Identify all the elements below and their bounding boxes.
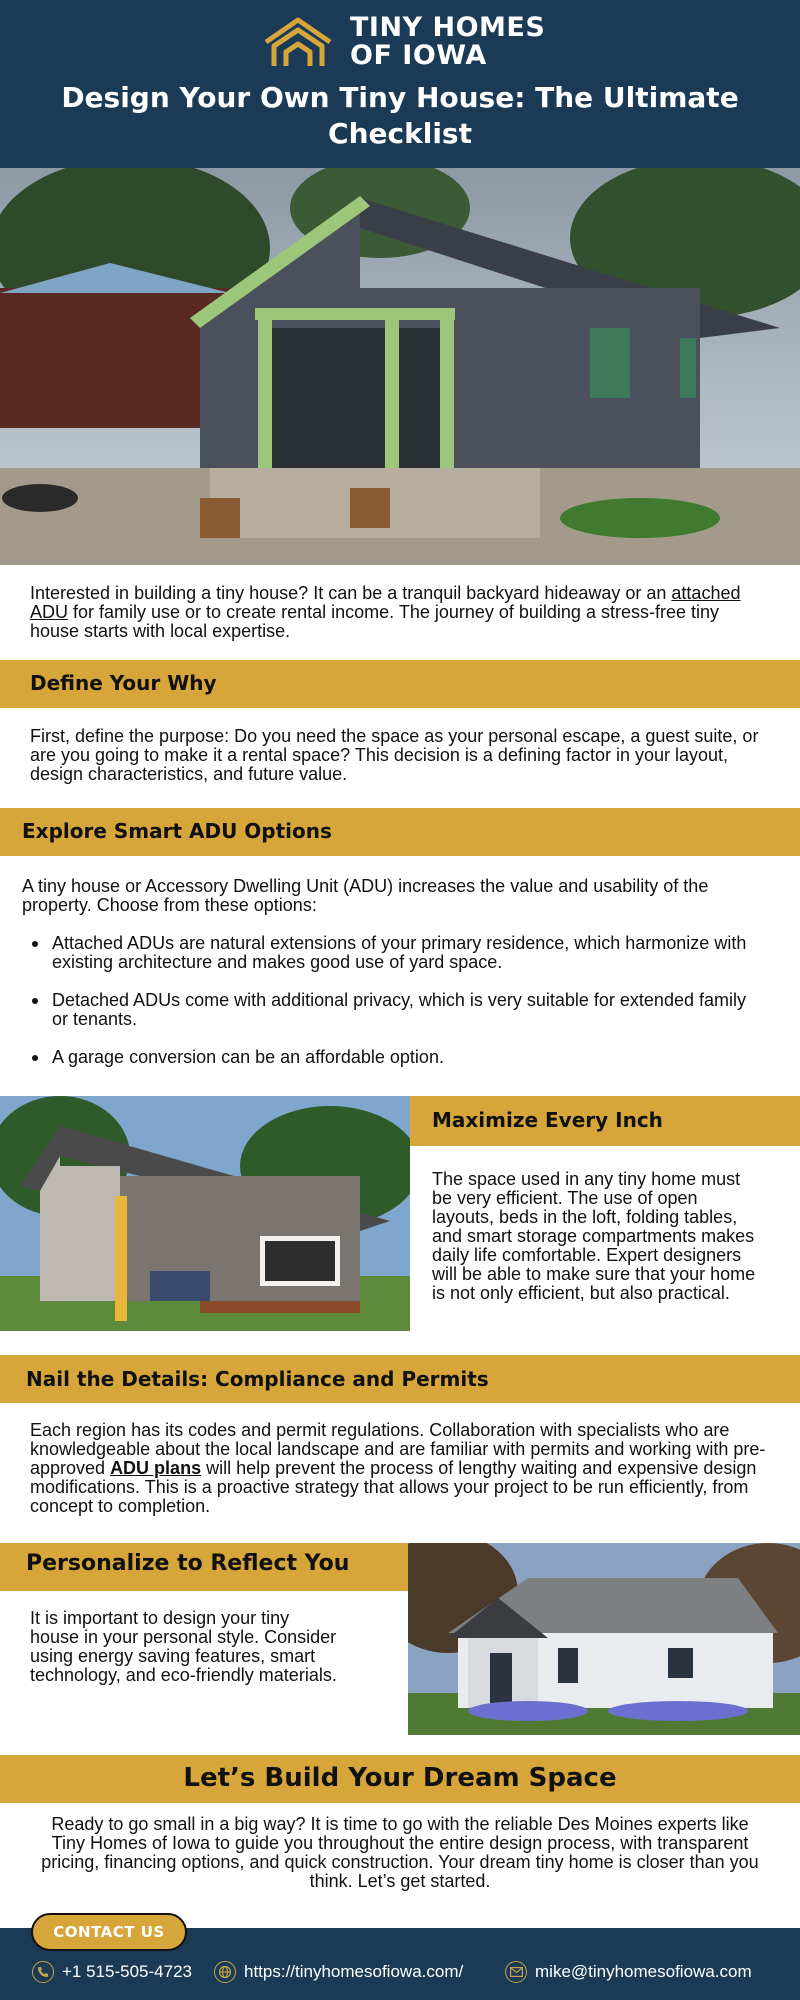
personalize-heading: Personalize to Reflect You — [26, 1551, 350, 1576]
adu-heading: Explore Smart ADU Options — [22, 819, 332, 843]
contact-us-button[interactable]: CONTACT US — [31, 1913, 187, 1951]
footer-website[interactable] — [214, 1960, 463, 1984]
maximize-heading: Maximize Every Inch — [432, 1108, 663, 1132]
personalize-paragraph: It is important to design your tiny house in your personal style. Consider using energy saving features, smart technology, and eco-friendly materials. — [30, 1608, 337, 1685]
white-cottage-image — [408, 1543, 800, 1735]
why-heading: Define Your Why — [30, 671, 217, 695]
dream-heading: Let’s Build Your Dream Space — [183, 1763, 617, 1793]
intro-paragraph — [30, 584, 770, 641]
footer-phone[interactable] — [32, 1960, 192, 1984]
intro-text-2: for family use or to create rental income. The journey of building a stress-free tiny house starts with local expertise. — [30, 602, 719, 641]
adu-option: Detached ADUs come with additional privacy, which is very suitable for extended family or tenants. — [22, 991, 762, 1029]
details-heading: Nail the Details: Compliance and Permits — [26, 1367, 489, 1391]
page-header — [0, 0, 800, 168]
adu-paragraph: A tiny house or Accessory Dwelling Unit (ADU) increases the value and usability of the property. Choose from these options: — [22, 876, 709, 915]
logo-line-1: TINY HOMES — [350, 12, 546, 43]
website-url: https://tinyhomesofiowa.com/ — [244, 1962, 464, 1981]
modern-adu-image — [0, 1096, 410, 1331]
phone-number: +1 515-505-4723 — [62, 1962, 192, 1981]
adu-options-list — [22, 934, 762, 1086]
dream-paragraph: Ready to go small in a big way? It is time to go with the reliable Des Moines experts like Tiny Homes of Iowa to guide you throughout the entire design process, with transparent pricing, financing options, and quick construction. Your dream tiny home is closer than you think. Let’s get started. — [41, 1814, 759, 1891]
logo[interactable] — [262, 14, 545, 70]
footer-email[interactable] — [505, 1960, 752, 1984]
phone-icon — [32, 1961, 54, 1983]
mail-icon — [505, 1961, 527, 1983]
details-text-2: will help prevent the process of lengthy waiting and expensive design modifications. This is a proactive strategy that allows your project to be run efficiently, from concept to completion. — [30, 1458, 757, 1516]
details-paragraph — [30, 1421, 770, 1516]
hero-image — [0, 168, 800, 565]
adu-option: A garage conversion can be an affordable option. — [22, 1048, 762, 1067]
house-logo-icon — [262, 16, 334, 68]
logo-line-2: OF IOWA — [350, 40, 487, 71]
maximize-paragraph: The space used in any tiny home must be very efficient. The use of open layouts, beds in the loft, folding tables, and smart storage compartments makes daily life comfortable. Expert designers will be able to make sure that your home is not only efficient, but also practical. — [432, 1169, 756, 1303]
logo-text — [350, 14, 545, 70]
adu-option: Attached ADUs are natural extensions of your primary residence, which harmonize with existing architecture and makes good use of yard space. — [22, 934, 762, 972]
intro-text-1: Interested in building a tiny house? It can be a tranquil backyard hideaway or an — [30, 583, 672, 603]
globe-icon — [214, 1961, 236, 1983]
adu-plans-link[interactable]: ADU plans — [110, 1458, 202, 1478]
details-text-1: Each region has its codes and permit regulations. Collaboration with specialists who are knowledgeable about the local landscape and are familiar with permits and working with pre-approved — [30, 1420, 766, 1478]
why-paragraph: First, define the purpose: Do you need the space as your personal escape, a guest suite, or are you going to make it a rental space? This decision is a defining factor in your layout, design characteristics, and future value. — [30, 726, 759, 784]
page-title: Design Your Own Tiny House: The Ultimate Checklist — [61, 81, 739, 150]
email-address: mike@tinyhomesofiowa.com — [535, 1962, 752, 1981]
attached-adu-link[interactable]: attached ADU — [30, 583, 741, 622]
